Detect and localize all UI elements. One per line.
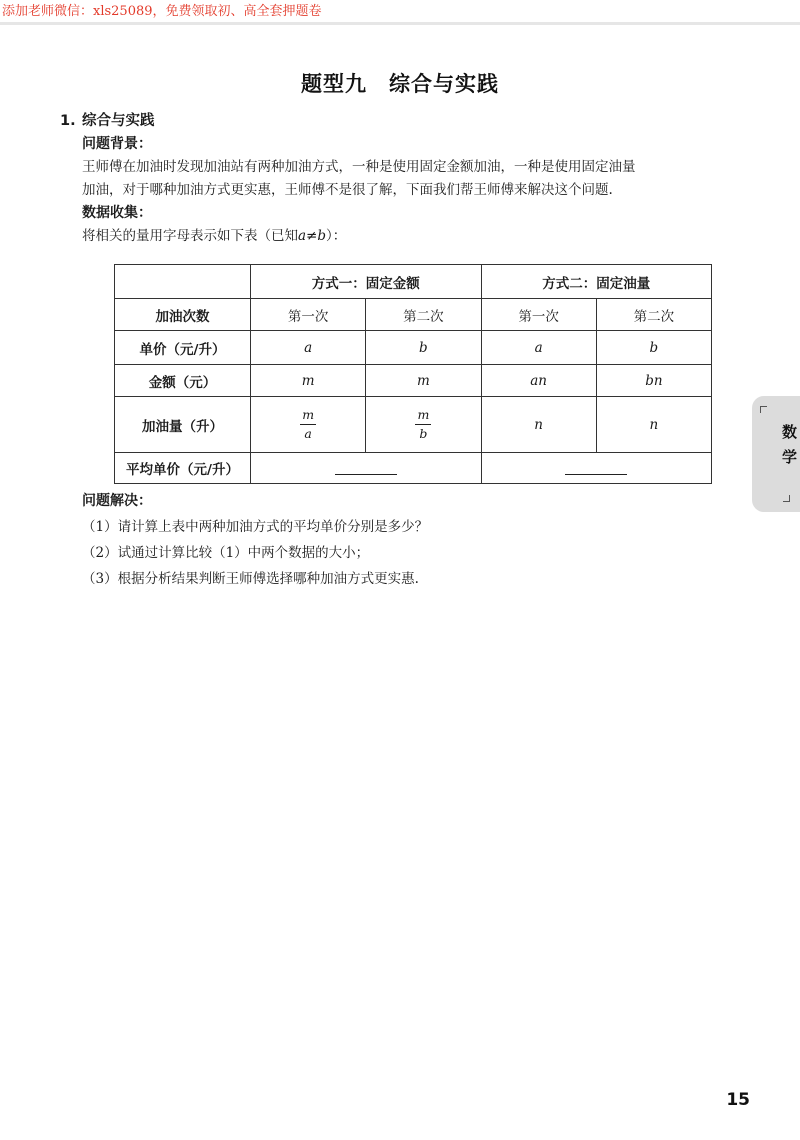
table-row-unit-price bbox=[115, 331, 712, 365]
table-cell bbox=[251, 397, 366, 453]
table-cell: 第二次 bbox=[596, 299, 711, 331]
page-title-part1: 题型九 bbox=[301, 72, 367, 96]
page-title-part2: 综合与实践 bbox=[389, 72, 499, 96]
row-label-unit-price: 单价（元/升） bbox=[115, 331, 251, 365]
fraction-numerator: m bbox=[300, 407, 316, 425]
answer-blank-method-1 bbox=[251, 453, 482, 484]
table-cell: bn bbox=[596, 365, 711, 397]
table-header-row bbox=[115, 265, 712, 299]
sub-question-2: （2）试通过计算比较（1）中两个数据的大小； bbox=[82, 545, 370, 561]
table-cell: a bbox=[251, 331, 366, 365]
table-cell: m bbox=[251, 365, 366, 397]
question-heading bbox=[60, 110, 720, 133]
row-label-volume: 加油量（升） bbox=[115, 397, 251, 453]
subject-side-tab bbox=[752, 396, 800, 512]
page-number: 15 bbox=[726, 1090, 750, 1110]
table-row-avg-price bbox=[115, 453, 712, 484]
table-corner-cell bbox=[115, 265, 251, 299]
sub-question-3: （3）根据分析结果判断王师傅选择哪种加油方式更实惠. bbox=[82, 571, 419, 587]
blank-line bbox=[335, 462, 397, 475]
problem-solving-block bbox=[82, 488, 722, 592]
table-cell: 第一次 bbox=[251, 299, 366, 331]
fraction-denominator: b bbox=[419, 426, 428, 441]
row-label-amount: 金额（元） bbox=[115, 365, 251, 397]
table-cell: b bbox=[366, 331, 481, 365]
data-line-pre: 将相关的量用字母表示如下表（已知 bbox=[82, 228, 298, 244]
background-line-1: 王师傅在加油时发现加油站有两种加油方式，一种是使用固定金额加油，一种是使用固定油量 bbox=[82, 159, 636, 175]
background-line-2: 加油，对于哪种加油方式更实惠，王师傅不是很了解，下面我们帮王师傅来解决这个问题. bbox=[82, 182, 613, 198]
row-label-times: 加油次数 bbox=[115, 299, 251, 331]
watermark-text: 添加老师微信：xls25089，免费领取初、高全套押题卷 bbox=[2, 4, 322, 19]
table-row-amount bbox=[115, 365, 712, 397]
fraction-denominator: a bbox=[304, 426, 312, 441]
data-line-post: ）： bbox=[326, 228, 347, 244]
table-cell: b bbox=[596, 331, 711, 365]
table-cell bbox=[366, 397, 481, 453]
group-header-method-1: 方式一：固定金额 bbox=[251, 265, 482, 299]
table-cell: a bbox=[481, 331, 596, 365]
fraction-m-over-a bbox=[300, 407, 316, 442]
data-collection-label: 数据收集： bbox=[82, 205, 152, 221]
data-table bbox=[114, 264, 712, 484]
table-row-volume bbox=[115, 397, 712, 453]
group-header-method-2: 方式二：固定油量 bbox=[481, 265, 712, 299]
fraction-numerator: m bbox=[415, 407, 431, 425]
row-label-avg-price: 平均单价（元/升） bbox=[115, 453, 251, 484]
table-cell: 第一次 bbox=[481, 299, 596, 331]
corner-mark-icon bbox=[783, 495, 790, 502]
subject-label: 数学 bbox=[780, 424, 798, 474]
table-cell: n bbox=[596, 397, 711, 453]
header-rule bbox=[0, 22, 800, 25]
data-line-condition: a≠b bbox=[298, 228, 327, 244]
blank-line bbox=[565, 462, 627, 475]
page-title bbox=[0, 68, 800, 98]
problem-solving-label: 问题解决： bbox=[82, 493, 152, 509]
sub-question-1: （1）请计算上表中两种加油方式的平均单价分别是多少？ bbox=[82, 519, 429, 535]
question-heading-text: 综合与实践 bbox=[82, 113, 155, 129]
table-cell: 第二次 bbox=[366, 299, 481, 331]
background-label: 问题背景： bbox=[82, 136, 152, 152]
table-cell: n bbox=[481, 397, 596, 453]
corner-mark-icon bbox=[760, 406, 767, 413]
table-cell: an bbox=[481, 365, 596, 397]
question-number: 1. bbox=[60, 113, 76, 129]
fraction-m-over-b bbox=[415, 407, 431, 442]
answer-blank-method-2 bbox=[481, 453, 712, 484]
table-row-times bbox=[115, 299, 712, 331]
question-block bbox=[60, 110, 720, 248]
table-cell: m bbox=[366, 365, 481, 397]
data-collection-line bbox=[82, 225, 720, 248]
